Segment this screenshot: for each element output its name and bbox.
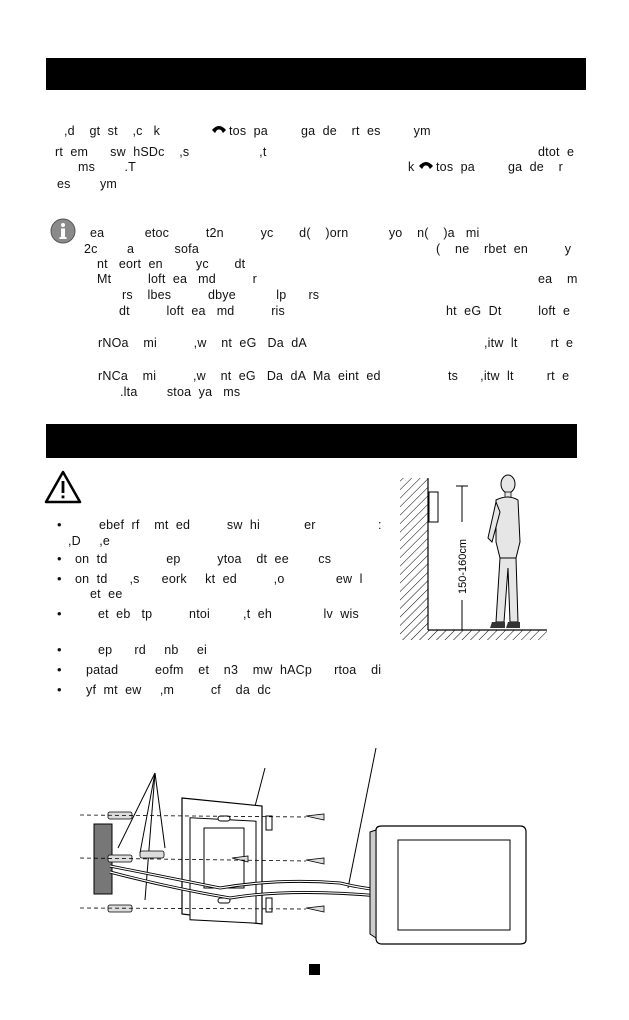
note-line-7b: ,itw lt rt e [484,336,574,350]
note-line-5: rs lbes dbye lp rs [122,288,320,302]
page-marker [309,964,320,975]
bullet-text-6: patad eofm et n3 mw hACp rtoa di [86,663,382,677]
note-line-3: nt eort en yc dt [97,257,246,271]
intro-line-1a: ,d gt st ,c k [64,124,161,138]
intro-line-4: es ym [57,177,118,191]
bullet-dot-3: • [57,571,62,586]
intro-line-3a: ms .T [78,160,136,174]
bullet-text-3: on td ,s eork kt ed ,o ew l [75,572,363,586]
warning-icon [44,470,82,504]
phone-icon [211,124,227,136]
bullet-text-5: ep rd nb ei [98,643,208,657]
bullet-dot-5: • [57,642,62,657]
note-line-6b: ht eG Dt loft e [446,304,571,318]
bullet-dot-4: • [57,606,62,621]
bullet-text-2: on td ep ytoa dt ee cs [75,552,332,566]
intro-line-3c: tos pa ga de r [436,160,563,174]
mounting-height-illustration [392,472,552,644]
intro-line-1b: tos pa ga de rt es ym [229,124,431,138]
intro-line-2a: rt em sw hSDc ,s ,t [55,145,267,159]
bullet-text-3-cont: et ee [90,587,123,601]
section-header-bar-2 [46,424,577,458]
note-line-8b: ts ,itw lt rt e [448,369,570,383]
bullet-text-7: yf mt ew ,m cf da dc [86,683,271,697]
mounting-exploded-diagram [80,748,540,958]
bullet-text-1: ebef rf mt ed sw hi er : [99,518,382,532]
section-header-bar-1 [46,58,586,90]
bullet-text-1-cont: ,D ,e [68,534,111,548]
height-label: 150-160cm [457,538,469,594]
bullet-text-4: et eb tp ntoi ,t eh lv wis [98,607,359,621]
phone-icon-2 [418,160,434,172]
note-line-2a: 2c a sofa [84,242,199,256]
bullet-dot-7: • [57,682,62,697]
bullet-dot-6: • [57,662,62,677]
intro-line-2b: dtot e [538,145,575,159]
note-line-8a: rNCa mi ,w nt eG Da dA Ma eint ed [98,369,381,383]
bullet-dot-1: • [57,517,62,532]
info-icon [50,218,76,244]
note-line-6a: dt loft ea md ris [119,304,285,318]
note-line-4b: ea m [538,272,578,286]
note-line-9: .lta stoa ya ms [120,385,241,399]
intro-line-3b: k [408,160,415,174]
note-line-2b: ( ne rbet en y [436,242,572,256]
note-line-7a: rNOa mi ,w nt eG Da dA [98,336,307,350]
bullet-dot-2: • [57,551,62,566]
note-line-4a: Mt loft ea md r [97,272,258,286]
note-line-1: ea etoc t2n yc d( )orn yo n( )a mi [90,226,480,240]
